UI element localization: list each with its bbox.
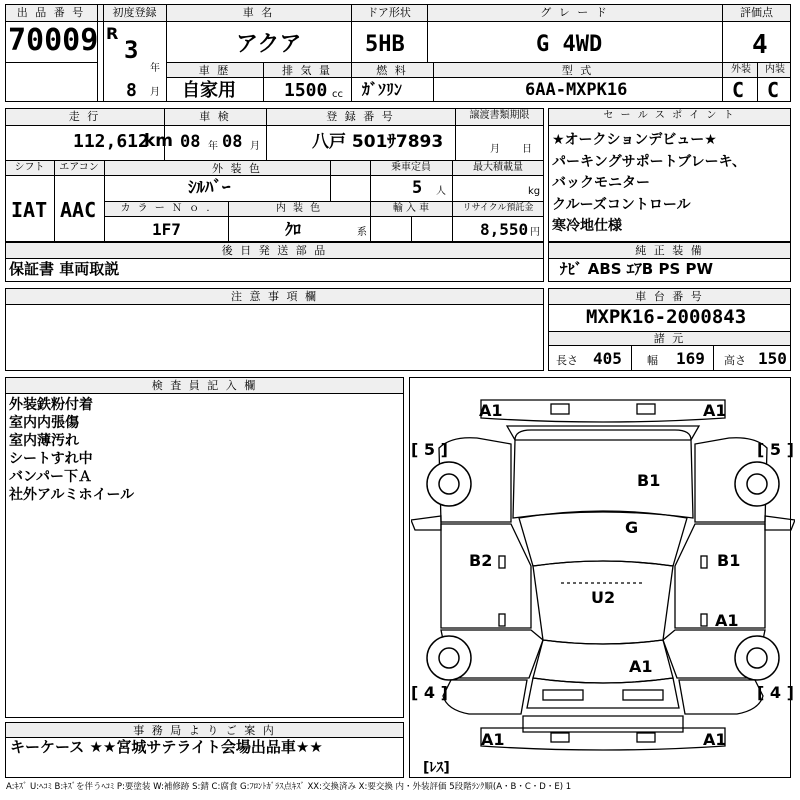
mark-windshield: G <box>625 518 639 537</box>
capacity-header: 乗車定員 <box>391 162 431 173</box>
aircon: AAC <box>60 198 97 222</box>
first-registration-year: 3 <box>124 36 139 64</box>
notes-header: 注 意 事 項 欄 <box>231 290 318 303</box>
score-header: 評価点 <box>740 6 773 19</box>
fuel: ｶﾞｿﾘﾝ <box>362 80 403 99</box>
office-message: キーケース ★★宮城サテライト会場出品車★★ <box>10 738 323 756</box>
spare-tire: [ﾚｽ] <box>423 760 450 776</box>
sales-point-item: クルーズコントロール <box>552 196 691 213</box>
exterior-color-header: 外 装 色 <box>212 162 262 175</box>
sales-points-list <box>552 130 788 238</box>
sales-point-item: パーキングサポートブレーキ、 <box>552 153 747 170</box>
inspector-notes-list <box>9 396 399 504</box>
mark-right-front-door: B1 <box>717 551 741 570</box>
inspection-month-unit: 月 <box>250 141 260 152</box>
transfer-month: 月 <box>490 144 500 155</box>
interior-color-unit: 系 <box>357 227 367 238</box>
car-outline-diagram <box>411 378 795 778</box>
equipment: ﾅﾋﾞ ABS ｴｱB PS PW <box>560 260 714 278</box>
registration-plate: 八戸 501ｻ7893 <box>312 132 444 152</box>
mark-roof: U2 <box>591 588 616 607</box>
fuel-header: 燃 料 <box>376 64 408 77</box>
month-unit: 月 <box>150 87 160 98</box>
exterior-color: ｼﾙﾊﾞｰ <box>188 178 231 198</box>
history-header: 車 歴 <box>198 64 231 77</box>
sales-point-item: 寒冷地仕様 <box>552 218 622 234</box>
displacement-header: 排 気 量 <box>282 64 332 77</box>
car-history: 自家用 <box>182 80 236 101</box>
tire-rear-right: [ 4 ] <box>757 683 794 702</box>
legend: A:ｷｽﾞ U:ﾍｺﾐ B:ｷｽﾞを伴うﾍｺﾐ P:要塗装 W:補修跡 S:錆 C:腐食 G:ﾌﾛﾝﾄｶﾞﾗｽ点ｷｽﾞ XX:交換済み X:要交換 内・外装評価 5段階ﾗﾝｸ順(A・B・C・D・E) 1 <box>6 782 572 792</box>
year-unit: 年 <box>150 63 160 74</box>
recycle-unit: 円 <box>530 227 540 238</box>
exterior-grade: C <box>732 78 745 102</box>
capacity-unit: 人 <box>436 186 446 197</box>
mark-rear-right: A1 <box>703 730 727 749</box>
specs-header: 諸 元 <box>653 332 686 345</box>
chassis-header: 車 台 番 号 <box>635 290 704 303</box>
tire-rear-left: [ 4 ] <box>411 683 448 702</box>
interior-grade: C <box>767 78 780 102</box>
mileage: 112,612 <box>73 131 149 152</box>
interior-header: 内装 <box>765 64 785 75</box>
inspector-note-item: シートすれ中 <box>9 451 93 467</box>
inspector-note-item: 室内内張傷 <box>9 415 79 431</box>
length: 405 <box>593 349 622 368</box>
length-label: 長さ <box>556 354 578 367</box>
shift: IAT <box>11 198 48 222</box>
mark-front-left: A1 <box>479 401 503 420</box>
transfer-header: 譲渡書類期限 <box>469 110 530 121</box>
inspector-note-item: 室内薄汚れ <box>9 433 79 449</box>
sales-point-item: ★オークションデビュー★ <box>552 132 717 148</box>
chassis-number: MXPK16-2000843 <box>586 306 747 328</box>
color-number: 1F7 <box>152 220 181 239</box>
exterior-header: 外装 <box>731 64 751 75</box>
lot-number-header: 出 品 番 号 <box>16 6 86 19</box>
interior-color-header: 内 装 色 <box>275 203 323 214</box>
inspection-year-unit: 年 <box>208 141 218 152</box>
inspector-note-item: バンパー下Ａ <box>9 469 93 485</box>
recycle-header: リサイクル預託金 <box>462 203 534 213</box>
tire-front-right: [ 5 ] <box>757 440 794 459</box>
transfer-day: 日 <box>522 144 532 155</box>
shift-header: シフト <box>14 162 45 173</box>
inspection-year: 08 <box>180 132 201 152</box>
mark-left-front-door: B2 <box>469 551 493 570</box>
mark-rear-left: A1 <box>481 730 505 749</box>
era-mark: R <box>106 24 119 43</box>
max-load-header: 最大積載量 <box>473 162 523 173</box>
recycle-fee: 8,550 <box>480 220 529 239</box>
mileage-unit: km <box>144 131 174 151</box>
car-name: アクア <box>236 32 302 57</box>
mark-trunk: A1 <box>629 657 653 676</box>
interior-color: ｸﾛ <box>285 220 302 239</box>
mark-right-rear-door: A1 <box>715 611 739 630</box>
mark-hood: B1 <box>637 471 661 490</box>
inspector-header: 検 査 員 記 入 欄 <box>151 379 258 392</box>
inspector-note-item: 外装鉄粉付着 <box>9 397 93 413</box>
grade-header: グ レ ー ド <box>540 6 609 19</box>
aircon-header: エアコン <box>59 162 99 173</box>
sales-point-item: バックモニター <box>552 175 650 191</box>
tire-front-left: [ 5 ] <box>411 440 448 459</box>
import-header: 輸 入 車 <box>392 203 430 214</box>
later-parts-header: 後 日 発 送 部 品 <box>221 244 328 257</box>
later-parts: 保証書 車両取説 <box>9 260 120 278</box>
car-name-header: 車 名 <box>242 6 275 19</box>
width-label: 幅 <box>647 354 658 367</box>
height: 150 <box>758 349 787 368</box>
first-registration-month: 8 <box>126 80 137 101</box>
mark-front-right: A1 <box>703 401 727 420</box>
capacity: 5 <box>412 178 423 198</box>
displacement: 1500 <box>284 80 328 101</box>
inspector-note-item: 社外アルミホイール <box>9 487 135 503</box>
sales-points-header: セ ー ル ス ポ イ ン ト <box>603 110 736 121</box>
plate-header: 登 録 番 号 <box>326 110 395 123</box>
mileage-header: 走 行 <box>68 110 101 123</box>
model-code: 6AA-MXPK16 <box>525 80 628 100</box>
height-label: 高さ <box>724 354 746 367</box>
width: 169 <box>676 349 705 368</box>
score: 4 <box>752 30 768 60</box>
color-no-header: カ ラ ー Ｎ ｏ . <box>120 203 212 214</box>
displacement-unit: cc <box>332 89 343 100</box>
grade: G 4WD <box>536 32 603 57</box>
lot-number: 70009 <box>8 23 99 58</box>
door-type-header: ドア形状 <box>367 6 411 19</box>
model-header: 型 式 <box>561 64 594 77</box>
load-unit: kg <box>528 186 541 197</box>
inspection-header: 車 検 <box>199 110 231 123</box>
office-header: 事 務 局 よ り ご 案 内 <box>133 724 276 737</box>
first-registration-header: 初度登録 <box>112 6 157 19</box>
equipment-header: 純 正 装 備 <box>635 244 704 257</box>
inspection-month: 08 <box>222 132 243 152</box>
door-type: 5HB <box>365 32 405 57</box>
